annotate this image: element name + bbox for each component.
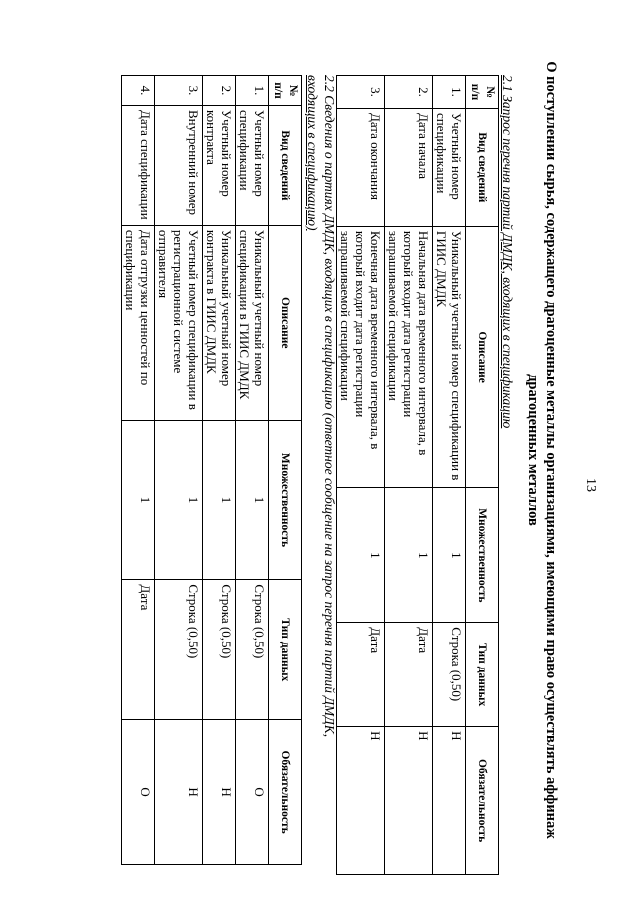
col-datatype: Тип данных bbox=[269, 580, 302, 720]
table-2-2 bbox=[121, 75, 302, 865]
table-row: 2. Учетный номер контракта Уникальный учетный номер контракта в ГИИС ДМДК 1 Строка (0,50) Н bbox=[203, 76, 236, 865]
section-2-2-heading: 2.2 Сведения о партиях ДМДК, входящих в спецификацию (ответное сообщение на запрос перечня партий ДМДК, входящих в спецификацию) bbox=[305, 75, 337, 738]
col-multiplicity: Множественность bbox=[466, 488, 499, 623]
table-row: 2. Дата начала Начальная дата временного интервала, в который входит дата регистрации запрашиваемой спецификации 1 Дата Н bbox=[385, 76, 433, 875]
col-kind: Вид сведений bbox=[466, 108, 499, 226]
table-row: 3. Дата окончания Конечная дата временного интервала, в который входит дата регистрации запрашиваемой спецификации 1 Дата Н bbox=[337, 76, 385, 875]
col-description: Описание bbox=[466, 226, 499, 488]
table-2-1 bbox=[336, 75, 499, 875]
section-2-1-heading: 2.1 Запрос перечня партий ДМДК, входящих в спецификацию bbox=[500, 75, 515, 429]
col-description: Описание bbox=[269, 225, 302, 420]
table-row: 1. Учетный номер спецификации Уникальный учетный номер спецификации в ГИИС ДМДК 1 Строка (0,50) Н bbox=[433, 76, 466, 875]
col-multiplicity: Множественность bbox=[269, 420, 302, 580]
table-row: 3. Внутренний номер Учетный номер спецификации в регистрационной системе отправителя 1 Строка (0,50) Н bbox=[155, 76, 203, 865]
col-datatype: Тип данных bbox=[466, 623, 499, 727]
col-kind: Вид сведений bbox=[269, 105, 302, 225]
col-num: № п/п bbox=[269, 76, 302, 106]
page-title: О поступлении сырья, содержащего драгоценные металлы организациями, имеющими право осуществлять аффинаж драгоценных металлов bbox=[525, 61, 559, 839]
col-required: Обязательность bbox=[466, 727, 499, 875]
col-required: Обязательность bbox=[269, 720, 302, 865]
page-number: 13 bbox=[583, 478, 598, 492]
col-num: № п/п bbox=[466, 76, 499, 109]
table-2-2-header bbox=[269, 76, 302, 865]
table-row: 1. Учетный номер спецификации Уникальный учетный номер спецификации в ГИИС ДМДК 1 Строка (0,50) О bbox=[236, 76, 269, 865]
table-2-1-header bbox=[466, 76, 499, 875]
table-row: 4. Дата спецификации Дата отгрузки ценностей по спецификации 1 Дата О bbox=[122, 76, 155, 865]
